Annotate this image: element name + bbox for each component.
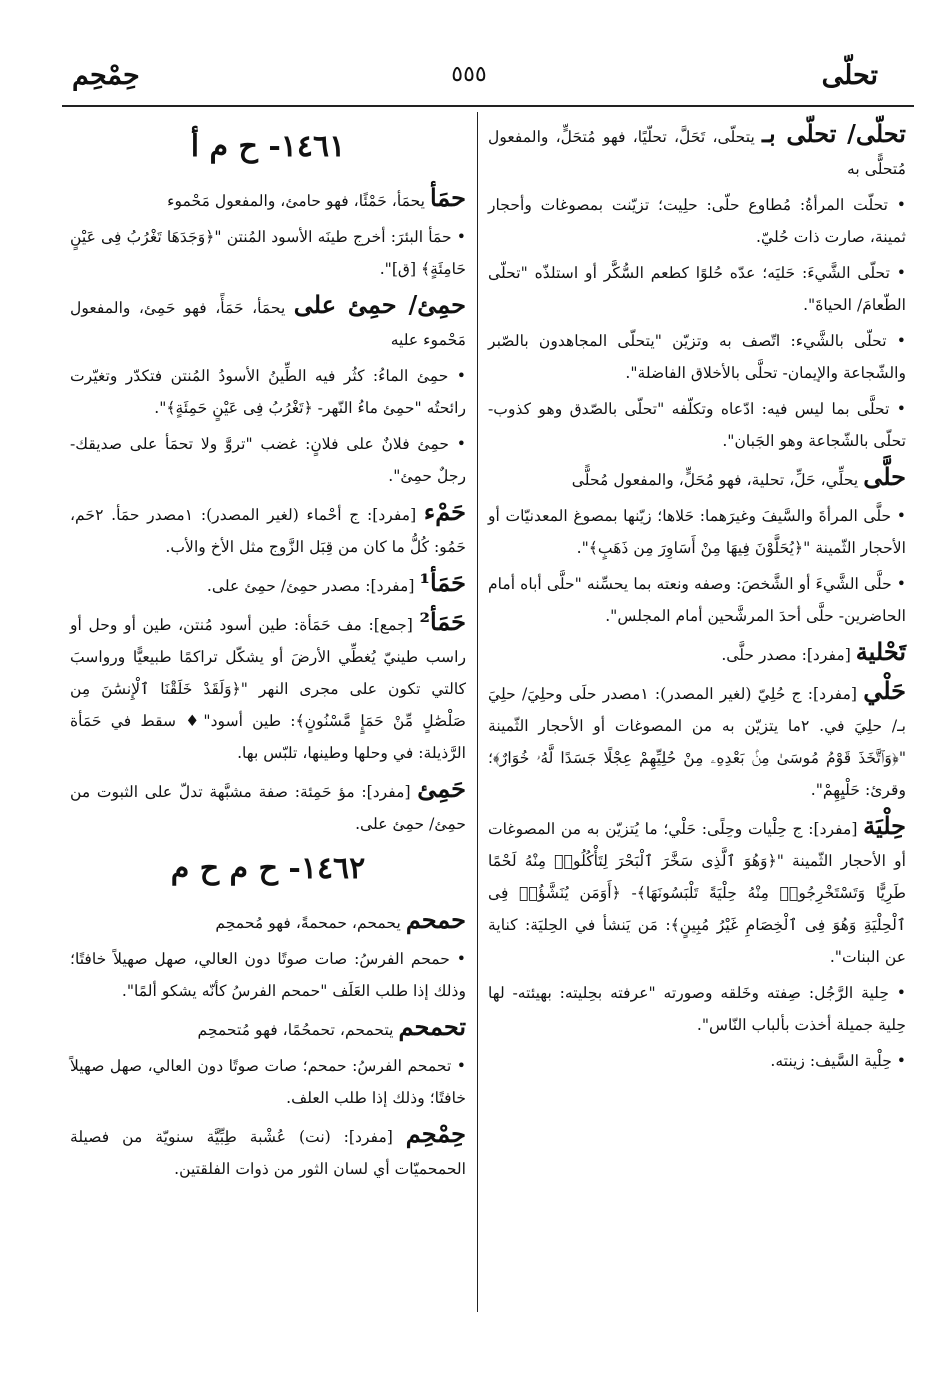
entry-headword: حَمَأ² (419, 607, 466, 636)
entry (70, 606, 466, 769)
entry-headword: حلَّى (863, 462, 906, 491)
entry (70, 496, 466, 563)
entry-headword: حَمْء (423, 497, 466, 526)
entry (488, 636, 906, 671)
header-rule (62, 105, 914, 107)
entry-text: يحلِّي، حَلِّ، تحلية، فهو مُحَلٍّ، والمفعول مُحلًّى (571, 471, 859, 489)
entry-text: • حلَّى المرأةَ والسَّيفَ وغيرَهما: حَلاها؛ زيّنها بمصوغ المعدنيّات أو الأحجار الثّمينة "﴿يُحَلَّوْنَ فِيهَا مِنْ أَسَاوِرَ مِن ذَهَبٍ﴾". (488, 507, 906, 557)
entry-headword: حمحم (405, 905, 466, 934)
entry-text: [مفرد]: مصدر حلَّى. (721, 646, 851, 664)
left-column (70, 118, 466, 1189)
entry-text: • حلَّى الشَّيءَ أو الشَّخصَ: وصفه ونعته بما يحسِّنه "حلَّى أباه أمام الحاضرين- حلَّى أحدَ المرشَّحين أمام المجلس". (488, 575, 906, 625)
entry-sense (488, 189, 906, 253)
entry-text: [مفرد]: ج حُلِيّ (لغير المصدر): ١مصدر حلَى وحلِيَ/ حلِيَ بـ/ حلِيَ في. ٢ما يتزيّن به من المصوغات أو الأحجار الثّمينة "﴿وَٱتَّخَذَ قَوْمُ مُوسَىٰ مِنۢ بَعْدِهِۦ مِنْ حُلِيِّهِمْ عِجْلًا جَسَدًا لَّهُۥ خُوَارٌ﴾؛ وقرئ: حَلْيِهِمْ". (488, 685, 907, 799)
entry-text: • تحمحم الفرسُ: حمحم؛ صات صوتًا دون العالي، صهل صهيلاً خافتًا؛ وذلك إذا طلب العلف. (70, 1057, 466, 1107)
entry-headword: حَلْي (863, 676, 906, 705)
entry-text: • تحلّت المرأةُ: مُطاوع حلّى: حلِيت؛ تزيّنت بمصوغات وأحجار ثمينة، صارت ذات حُليّ. (488, 196, 906, 246)
entry-text: يحمحم، حمحمةً، فهو مُحمحِم (215, 914, 401, 932)
entry-text: [مفرد]: مؤ حَمِئة: صفة مشبَّهة تدلّ على الثبوت من حمِئ/ حمِئ على. (70, 783, 466, 833)
entry-sense (488, 393, 906, 457)
entry (70, 1011, 466, 1046)
entry (70, 567, 466, 602)
entry-text: • تحلَّى بما ليس فيه: ادّعاه وتكلّفه "تحلّى بالصّدق وهو كذوب- تحلّى بالشّجاعة وهو الجَبان". (488, 400, 906, 450)
entry-text: • تحلّى الشَّيءَ: حَليَه؛ عدّه حُلوًا كطعم السُّكَّر أو استلذّه "تحلّى الطّعامَ/ الحياةَ". (488, 264, 906, 314)
entry-text: • تحلّى بالشَّيء: اتّصف به وتزيّن "يتحلّى المجاهدون بالصّبر والشّجاعة والإيمان- تحلَّى بالأخلاق الفاضلة". (488, 332, 906, 382)
entry-text: • حِلية الرَّجُل: صِفته وخَلقه وصورته "عرفته بحِليته: بهيئته- لها حِلية جميلة أخذت بألباب النّاس". (488, 984, 906, 1034)
entry-sense (488, 500, 906, 564)
entry-text: • حمحم الفرسُ: صات صوتًا دون العالي، صهل صهيلاً خافتًا؛ وذلك إذا طلب العَلَف "حمحم الفرسُ كأنّه يشكو ألمًا". (70, 950, 466, 1000)
entry-headword: حِلْيَة (863, 811, 906, 840)
entry-text: • حِلْية السَّيف: زينته. (770, 1052, 906, 1070)
entry-text: [مفرد]: ج أحْماء (لغير المصدر): ١مصدر حمَأ. ٢حَم، حَمُو: كُلُّ ما كان من قِبَل الزَّوج مثل الأخ والأب. (70, 506, 466, 556)
entry-text: • حمِئ الماءُ: كثُر فيه الطِّينُ الأسودُ المُنتن فتكدّر وتغيّرت رائحتُه "حمِئ ماءُ النّهر- ﴿تَغْرُبُ فِى عَيْنٍ حَمِئَةٍ﴾". (70, 367, 466, 417)
entry-sense (488, 568, 906, 632)
entry-sense (70, 943, 466, 1007)
entry-sense (488, 1045, 906, 1077)
entry-sense (70, 1050, 466, 1114)
entry-sense (488, 977, 906, 1041)
entry-headword: تحلّى/ تحلّى بـ (762, 119, 906, 148)
entry-sense (488, 257, 906, 321)
entry-text: يتحلّى، تَحَلَّ، تحلّيًا، فهو مُتحَلٍّ، والمفعول مُتحلًّى به (488, 128, 906, 178)
header-right-guide-word: تحلّى (821, 60, 878, 91)
entry-headword: حمَأ (429, 183, 466, 212)
entry (488, 118, 906, 185)
entry (70, 182, 466, 217)
entry-headword: حَمِئ (417, 774, 466, 803)
entry-text: [مفرد]: (نت) عُشْبة طِبِّيَّة سنويّة من فصيلة الحمحميّات أي لسان الثور من ذوات الفلقتين. (70, 1128, 466, 1178)
entry-sense (70, 360, 466, 424)
column-divider (477, 112, 478, 1312)
entry-text: [مفرد]: مصدر حمِئ/ حمِئ على. (206, 577, 415, 595)
entry-text: يحمَأ، حَمَأً، فهو حَمِئ، والمفعول مَحْموء عليه (70, 299, 466, 349)
root-section-title: ١٤٦١- ح م أ (190, 129, 346, 164)
entry-text: • حمَأ البئرَ: أخرج طينَه الأسود المُنتن "﴿وَجَدَهَا تَغْرُبُ فِى عَيْنٍ حَامِئَةٍ﴾ [ق]". (70, 228, 466, 278)
entry (70, 1118, 466, 1185)
root-section-title: ١٤٦٢- ح م ح م (170, 851, 366, 886)
entry-sense (70, 221, 466, 285)
entry-headword: حَمَأ¹ (419, 568, 466, 597)
header-left-guide-word: حِمْحِم (72, 60, 140, 91)
entry (70, 289, 466, 356)
entry (488, 461, 906, 496)
entry-headword: تحمحم (398, 1012, 466, 1041)
entry (70, 904, 466, 939)
entry-headword: حِمْحِم (405, 1119, 466, 1148)
entry (488, 810, 906, 973)
entry-text: يتحمحم، تحمحُمًا، فهو مُتحمحِم (197, 1021, 394, 1039)
entry-text: • حمِئ فلانٌ على فلانٍ: غضب "تروَّ ولا تحمَأ على صديقك- رجلٌ حمِئ". (70, 435, 466, 485)
entry-headword: حمِئ/ حمِئ على (293, 290, 466, 319)
entry-headword: تَحْلية (855, 637, 906, 666)
page-number: ٥٥٥ (451, 62, 487, 87)
entry (70, 773, 466, 840)
entry-sense (70, 428, 466, 492)
entry-text: [جمع]: مف حَمَأة: طين أسود مُنتن، طين أو وحل أو راسب طينيّ يُغطِّي الأرضَ أو يشكّل تراكمًا طبيعيًّا ورواسبَ كالتي تكون على مجرى النهر "﴿وَلَقَدْ خَلَقْنَا ٱلْإِنسَٰنَ مِن صَلْصَٰلٍ مِّنْ حَمَإٍ مَّسْنُونٍ﴾: طين أسود"♦ سقط في حَمَأة الرَّذيلة: في وحلها وطينها، تلبّس بها. (70, 616, 466, 762)
entry-sense (488, 325, 906, 389)
entry-text: يحمَأ، حَمْئًا، فهو حامئ، والمفعول مَحْموء (167, 192, 425, 210)
entry-text: [مفرد]: ج حِلْيات وحِلًى: حَلْي؛ ما يُتزيّن به من المصوغات أو الأحجار الثّمينة "﴿وَهُوَ ٱلَّذِى سَخَّرَ ٱلْبَحْرَ لِتَأْكُلُوا۟ مِنْهُ لَحْمًا طَرِيًّا وَتَسْتَخْرِجُوا۟ مِنْهُ حِلْيَةً تَلْبَسُونَهَا﴾- ﴿أَوَمَن يُنَشَّؤُا۟ فِى ٱلْحِلْيَةِ وَهُوَ فِى ٱلْخِصَامِ غَيْرُ مُبِينٍ﴾: مَن يَنشأ في الحِليَة: كناية عن البنات". (488, 820, 906, 966)
right-column (488, 118, 906, 1081)
entry (488, 675, 906, 806)
